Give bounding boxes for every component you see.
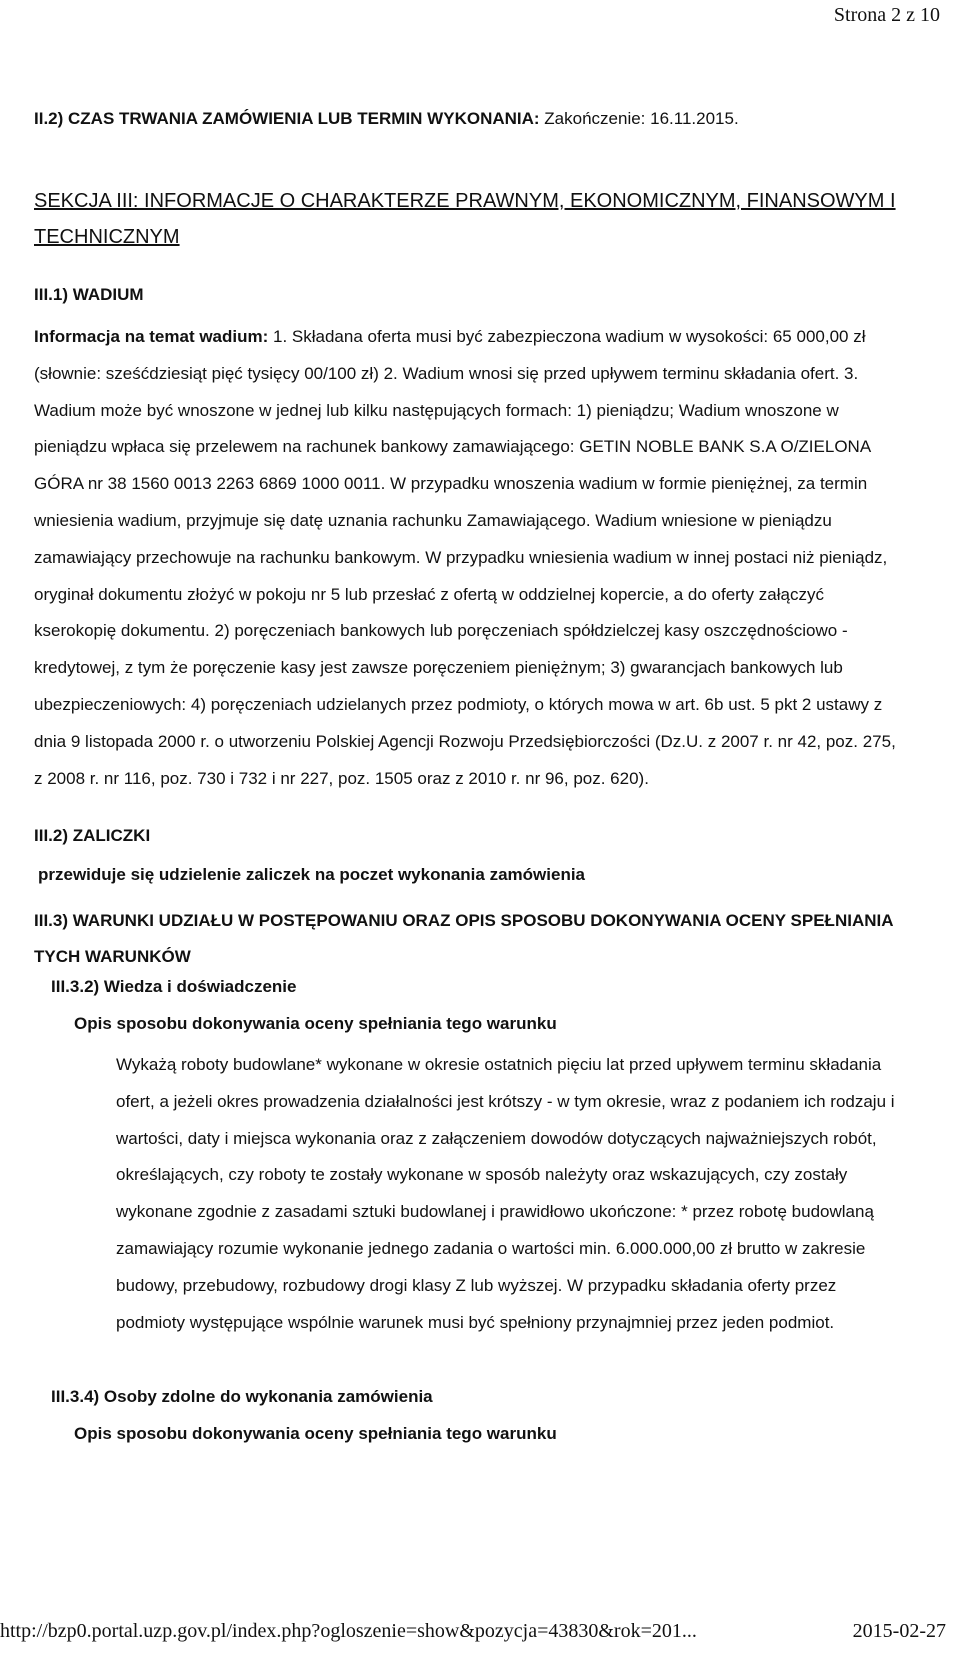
duration-value: Zakończenie: 16.11.2015. (539, 109, 739, 128)
wadium-heading: III.1) WADIUM (34, 285, 144, 304)
zaliczki-heading: III.2) ZALICZKI (34, 826, 151, 845)
duration-line (34, 109, 739, 129)
wiedza-opis-heading: Opis sposobu dokonywania oceny spełniania tego warunku (74, 1014, 557, 1033)
wadium-paragraph (34, 319, 896, 797)
wiedza-text: Wykażą roboty budowlane* wykonane w okresie ostatnich pięciu lat przed upływem terminu składania ofert, a jeżeli okres prowadzenia działalności jest krótszy - w tym okresie, wraz z podaniem ich rodzaju i wartości, daty i miejsca wykonania oraz z załączeniem dowodów dotyczących najważniejszych robót, określających, czy roboty te zostały wykonane w sposób należyty oraz wskazujących, czy zostały wykonane zgodnie z zasadami sztuki budowlanej i prawidłowo ukończone: * przez robotę budowlaną zamawiający rozumie wykonanie jednego zadania o wartości min. 6.000.000,00 zł brutto w zakresie budowy, przebudowy, rozbudowy drogi klasy Z lub wyższej. W przypadku składania oferty przez podmioty występujące wspólnie warunek musi być spełniony przynajmniej przez jeden podmiot. (116, 1055, 895, 1332)
osoby-opis-heading: Opis sposobu dokonywania oceny spełniania tego warunku (74, 1424, 557, 1443)
footer-date: 2015-02-27 (852, 1620, 946, 1642)
osoby-heading: III.3.4) Osoby zdolne do wykonania zamówienia (51, 1387, 433, 1406)
section3-title: SEKCJA III: INFORMACJE O CHARAKTERZE PRAWNYM, EKONOMICZNYM, FINANSOWYM I TECHNICZNYM (34, 190, 896, 248)
wadium-info-text: 1. Składana oferta musi być zabezpieczona wadium w wysokości: 65 000,00 zł (słownie: sześćdziesiąt pięć tysięcy 00/100 zł) 2. Wadium wnosi się przed upływem terminu składania ofert. 3. Wadium może być wnoszone w jednej lub kilku następujących formach: 1) pieniądzu; Wadium wnoszone w pieniądzu wpłaca się przelewem na rachunek bankowy zamawiającego: GETIN NOBLE BANK S.A O/ZIELONA GÓRA nr 38 1560 0013 2263 6869 1000 0011. W przypadku wnoszenia wadium w formie pieniężnej, za termin wniesienia wadium, przyjmuje się datę uznania rachunku Zamawiającego. Wadium wniesione w pieniądzu zamawiający przechowuje na rachunku bankowym. W przypadku wniesienia wadium w innej postaci niż pieniądz, oryginał dokumentu złożyć w pokoju nr 5 lub przesłać z ofertą w oddzielnej kopercie, a do oferty załączyć kserokopię dokumentu. 2) poręczeniach bankowych lub poręczeniach spółdzielczej kasy oszczędnościowo - kredytowej, z tym że poręczenie kasy jest zawsze poręczeniem pieniężnym; 3) gwarancjach bankowych lub ubezpieczeniowych: 4) poręczeniach udzielanych przez podmioty, o których mowa w art. 6b ust. 5 pkt 2 ustawy z dnia 9 listopada 2000 r. o utworzeniu Polskiej Agencji Rozwoju Przedsiębiorczości (Dz.U. z 2007 r. nr 42, poz. 275, z 2008 r. nr 116, poz. 730 i 732 i nr 227, poz. 1505 oraz z 2010 r. nr 96, poz. 620). (34, 327, 896, 788)
wiedza-paragraph (116, 1047, 906, 1341)
duration-label: II.2) CZAS TRWANIA ZAMÓWIENIA LUB TERMIN WYKONANIA: (34, 109, 540, 128)
wadium-info-label: Informacja na temat wadium: (34, 327, 269, 346)
footer-url: http://bzp0.portal.uzp.gov.pl/index.php?ogloszenie=show&pozycja=43830&rok=201... (0, 1620, 697, 1642)
wiedza-heading: III.3.2) Wiedza i doświadczenie (51, 977, 297, 996)
zaliczki-text: przewiduje się udzielenie zaliczek na poczet wykonania zamówienia (38, 865, 586, 884)
page-number: Strona 2 z 10 (833, 4, 940, 26)
warunki-heading: III.3) WARUNKI UDZIAŁU W POSTĘPOWANIU ORAZ OPIS SPOSOBU DOKONYWANIA OCENY SPEŁNIANIA TYCH WARUNKÓW (34, 911, 893, 966)
